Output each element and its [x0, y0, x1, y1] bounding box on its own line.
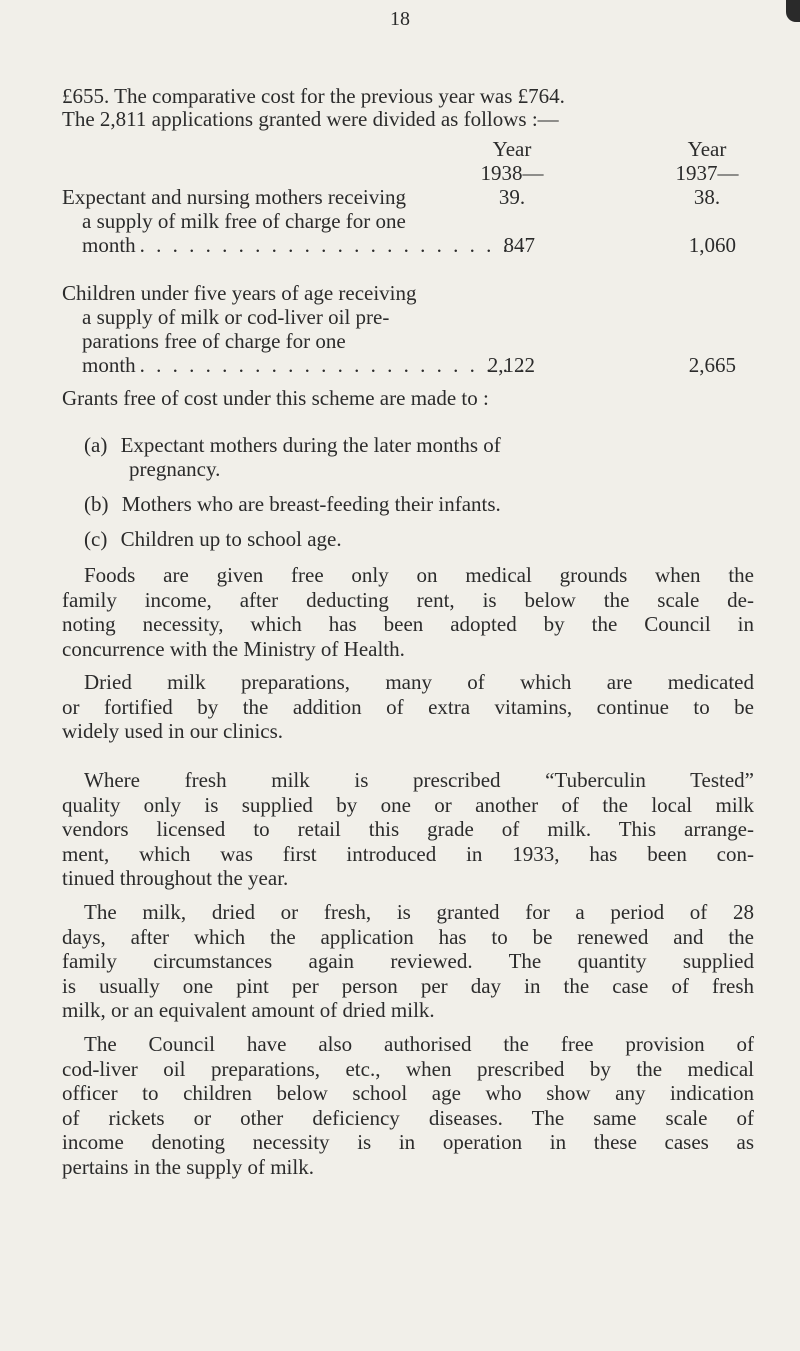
paragraph-line: family income, after deducting rent, is below the scale de-: [62, 587, 754, 612]
grant-item-a-cont: pregnancy.: [129, 457, 221, 481]
grant-item-b: [84, 492, 501, 516]
grant-item-text: Expectant mothers during the later months of: [120, 433, 501, 457]
col1-header-line: 1938—: [480, 161, 544, 185]
paragraph-line: widely used in our clinics.: [62, 719, 284, 743]
table-row-2-text: parations free of charge for one: [82, 329, 346, 353]
row-2-value-1937: 2,665: [688, 353, 736, 377]
row-1-value-1937: 1,060: [688, 233, 736, 257]
grants-intro: Grants free of cost under this scheme are made to :: [62, 386, 489, 410]
grant-item-label: (c): [84, 527, 108, 551]
paragraph-line: of rickets or other deficiency diseases. The same scale of: [62, 1105, 754, 1130]
paragraph-line: is usually one pint per person per day in the case of fresh: [62, 973, 754, 998]
col2-header-line: 38.: [693, 185, 721, 209]
paragraph-line: concurrence with the Ministry of Health.: [62, 636, 405, 661]
paragraph-line: quality only is supplied by one or another of the local milk: [62, 792, 754, 817]
paragraph-line: vendors licensed to retail this grade of milk. This arrange-: [62, 817, 754, 841]
paragraph-line: The milk, dried or fresh, is granted for a period of 28: [84, 900, 754, 924]
grant-item-a: [84, 433, 501, 457]
page-number: 18: [390, 8, 410, 30]
col1-header-line: 39.: [498, 185, 526, 209]
paragraph-line: pertains in the supply of milk.: [62, 1154, 314, 1179]
paragraph-line: days, after which the application has to be renewed and the: [62, 924, 754, 949]
row-1-last-line: month: [82, 233, 136, 257]
col1-header-line: Year: [492, 137, 532, 161]
table-row-2-text: a supply of milk or cod-liver oil pre-: [82, 305, 390, 329]
row-2-value-1938: 2,122: [487, 353, 535, 377]
paragraph-fresh-milk: [62, 768, 754, 891]
paragraph-line: family circumstances again reviewed. The quantity supplied: [62, 949, 754, 973]
grant-item-label: (b): [84, 492, 109, 516]
grant-item-c: [84, 527, 342, 551]
paragraph-line: noting necessity, which has been adopted by the Council in: [62, 612, 754, 636]
paragraph-line: income denoting necessity is in operation in these cases as: [62, 1130, 754, 1154]
col2-header-line: 1937—: [675, 161, 739, 185]
paragraph-cod-liver-oil: [62, 1032, 754, 1179]
paragraph-foods: [62, 563, 754, 661]
paragraph-line: milk, or an equivalent amount of dried milk.: [62, 998, 435, 1022]
intro-line-2: The 2,811 applications granted were divided as follows :—: [62, 107, 559, 131]
row-1-value-1938: 847: [503, 233, 535, 257]
grant-item-text: Mothers who are breast-feeding their infants.: [121, 492, 501, 516]
paragraph-line: The Council have also authorised the free provision of: [84, 1032, 754, 1056]
paragraph-line: Foods are given free only on medical grounds when the: [84, 563, 754, 587]
paragraph-line: tinued throughout the year.: [62, 866, 289, 890]
table-row-1-text: Expectant and nursing mothers receiving: [62, 185, 407, 209]
row-2-last-line: month: [82, 353, 136, 377]
intro-line-1: £655. The comparative cost for the previous year was £764.: [62, 84, 565, 108]
col2-header-line: Year: [687, 137, 727, 161]
column-header-1937: [665, 137, 749, 209]
paragraph-line: officer to children below school age who show any indication: [62, 1081, 754, 1105]
paragraph-line: ment, which was first introduced in 1933, has been con-: [62, 841, 754, 866]
column-header-1938: [470, 137, 554, 209]
grant-item-text: Children up to school age.: [120, 527, 342, 551]
paragraph-line: or fortified by the addition of extra vitamins, continue to be: [62, 694, 754, 719]
paragraph-period: [62, 900, 754, 1023]
paragraph-line: Dried milk preparations, many of which are medicated: [84, 670, 754, 694]
paragraph-line: cod-liver oil preparations, etc., when prescribed by the medical: [62, 1056, 754, 1081]
table-row-2-text: Children under five years of age receiving: [62, 281, 417, 305]
table-row-1-text: a supply of milk free of charge for one: [82, 209, 406, 233]
paragraph-line: Where fresh milk is prescribed “Tuberculin Tested”: [84, 768, 754, 792]
paragraph-dried-milk: [62, 670, 754, 744]
grant-item-label: (a): [84, 433, 108, 457]
